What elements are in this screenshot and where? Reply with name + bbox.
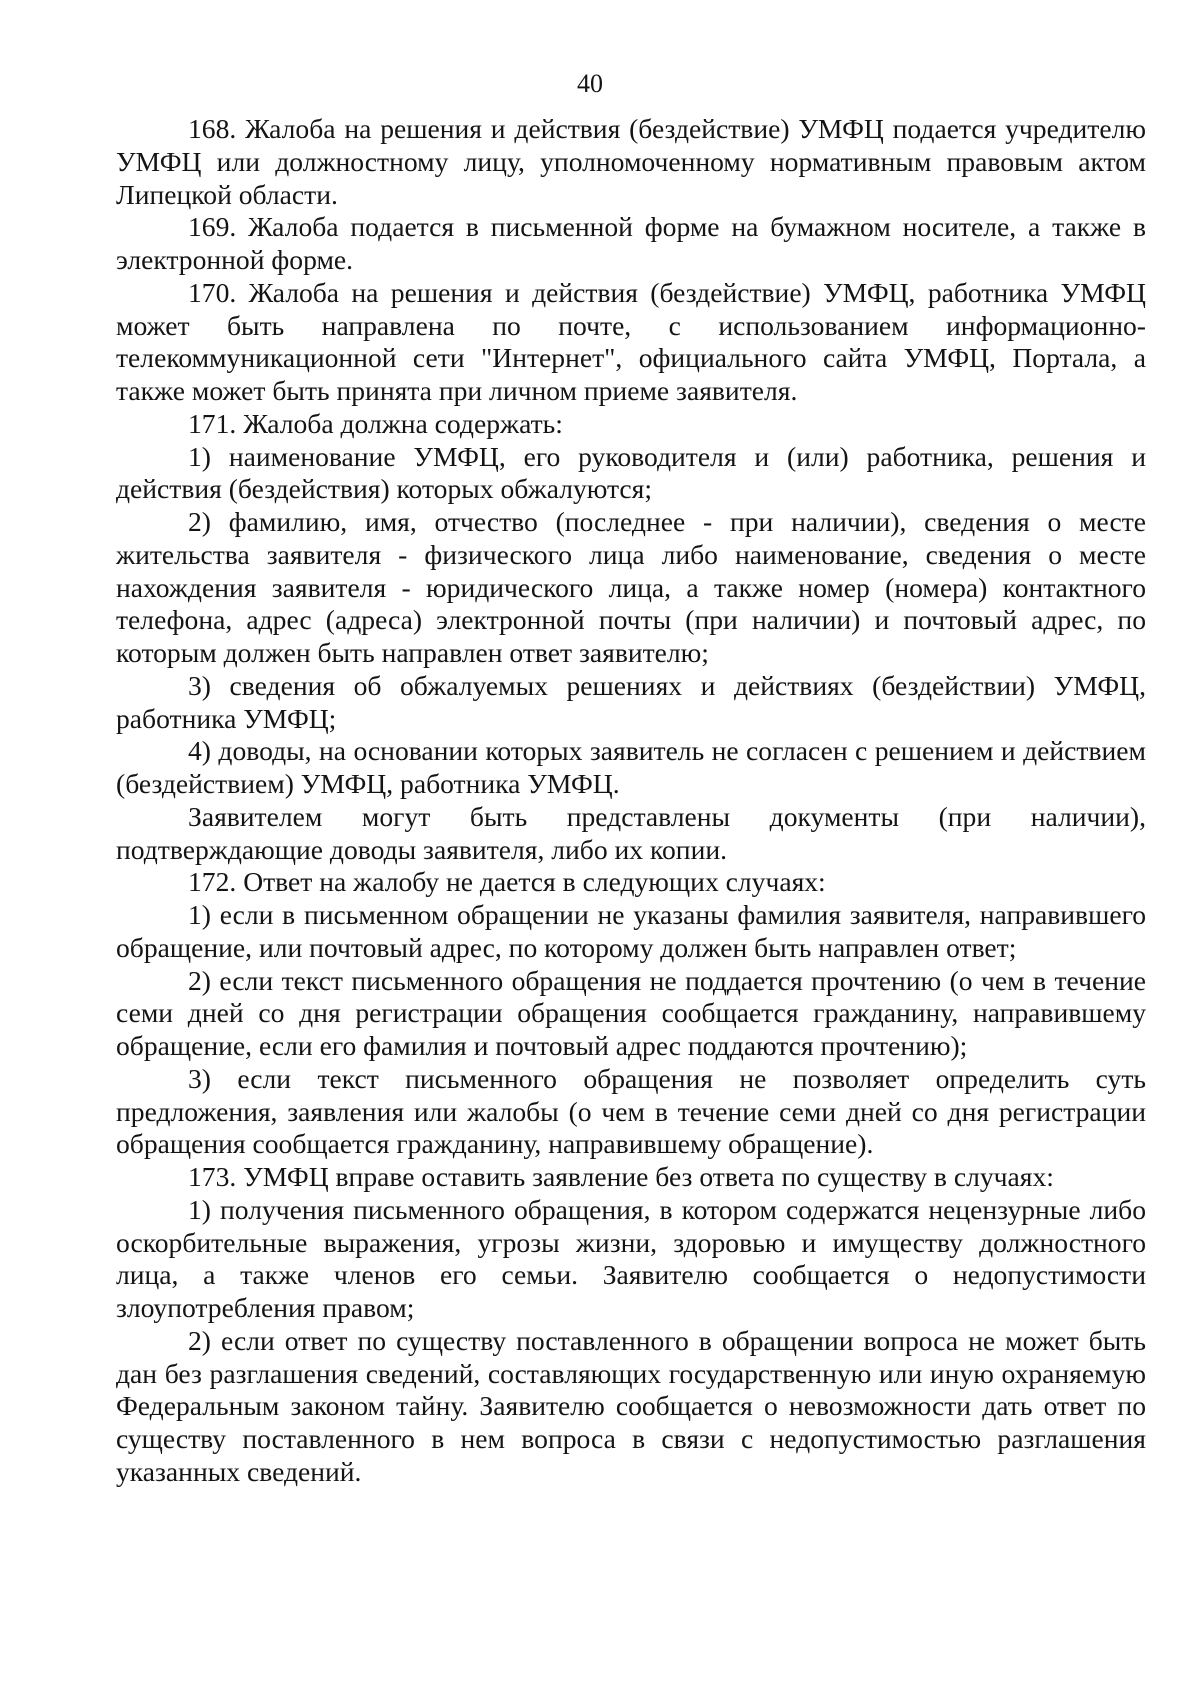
paragraph-171-item-4: 4) доводы, на основании которых заявитель не согласен с решением и действием (бездействием) УМФЦ, работника УМФЦ.: [116, 735, 1146, 799]
paragraph-172-item-3: 3) если текст письменного обращения не позволяет определить суть предложения, заявления или жалобы (о чем в течение семи дней со дня регистрации обращения сообщается гражданину, направившему обращение).: [116, 1062, 1146, 1160]
paragraph-172-item-1: 1) если в письменном обращении не указаны фамилия заявителя, направившего обращение, или почтовый адрес, по которому должен быть направлен ответ;: [116, 899, 1146, 963]
paragraph-170: 170. Жалоба на решения и действия (бездействие) УМФЦ, работника УМФЦ может быть направлена по почте, с использованием информационно-телекоммуникационной сети "Интернет", официального сайта УМФЦ, Портала, а также может быть принята при личном приеме заявителя.: [116, 276, 1146, 406]
paragraph-171-note: Заявителем могут быть представлены документы (при наличии), подтверждающие доводы заявителя, либо их копии.: [116, 800, 1146, 865]
page-number: 40: [577, 69, 603, 98]
paragraph-169: 169. Жалоба подается в письменной форме на бумажном носителе, а также в электронной форме.: [116, 211, 1146, 275]
paragraph-171-item-1: 1) наименование УМФЦ, его руководителя и (или) работника, решения и действия (бездействия) которых обжалуются;: [116, 440, 1146, 505]
paragraph-173: 173. УМФЦ вправе оставить заявление без ответа по существу в случаях:: [188, 1161, 1054, 1192]
paragraph-168: 168. Жалоба на решения и действия (бездействие) УМФЦ подается учредителю УМФЦ или должностному лицу, уполномоченному нормативным правовым актом Липецкой области.: [116, 113, 1146, 210]
paragraph-172-item-2: 2) если текст письменного обращения не поддается прочтению (о чем в течение семи дней со дня регистрации обращения сообщается гражданину, направившему обращение, если его фамилия и почтовый адрес поддаются прочтению);: [116, 964, 1146, 1061]
paragraph-171: 171. Жалоба должна содержать:: [188, 407, 563, 439]
paragraph-171-item-3: 3) сведения об обжалуемых решениях и действиях (бездействии) УМФЦ, работника УМФЦ;: [116, 669, 1146, 734]
paragraph-171-item-2: 2) фамилию, имя, отчество (последнее - при наличии), сведения о месте жительства заявителя - физического лица либо наименование, сведения о месте нахождения заявителя - юридического лица, а также номер (номера) контактного телефона, адрес (адреса) электронной почты (при наличии) и почтовый адрес, по которым должен быть направлен ответ заявителю;: [116, 506, 1146, 668]
paragraph-173-item-2: 2) если ответ по существу поставленного в обращении вопроса не может быть дан без разглашения сведений, составляющих государственную или иную охраняемую Федеральным законом тайну. Заявителю сообщается о невозможности дать ответ по существу поставленного в нем вопроса в связи с недопустимостью разглашения указанных сведений.: [116, 1324, 1146, 1487]
document-body: [116, 113, 1146, 1489]
paragraph-172: 172. Ответ на жалобу не дается в следующих случаях:: [188, 866, 826, 898]
paragraph-173-item-1: 1) получения письменного обращения, в котором содержатся нецензурные либо оскорбительные выражения, угрозы жизни, здоровью и имуществу должностного лица, а также членов его семьи. Заявителю сообщается о недопустимости злоупотребления правом;: [116, 1193, 1146, 1323]
